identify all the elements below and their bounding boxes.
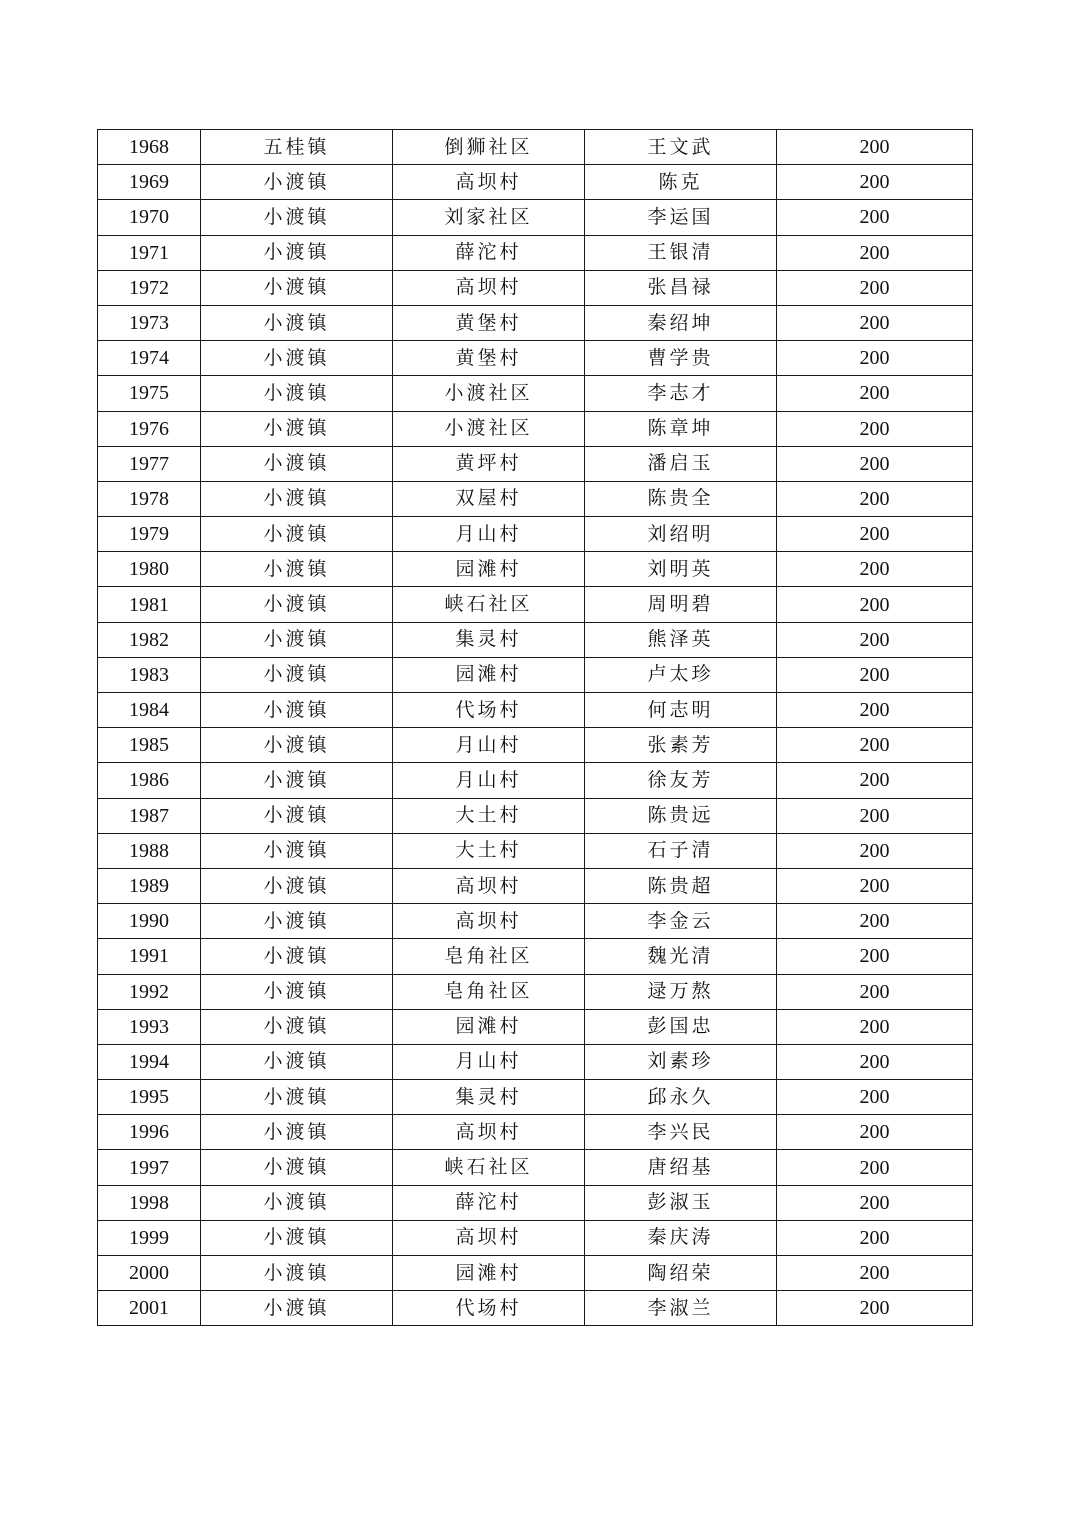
cell-serial-number: 1980: [98, 552, 201, 587]
cell-person-name: 魏光清: [585, 939, 777, 974]
table-row: [98, 1220, 973, 1255]
cell-town: 小渡镇: [201, 552, 393, 587]
cell-town: 小渡镇: [201, 622, 393, 657]
table-row: [98, 622, 973, 657]
cell-town: 小渡镇: [201, 1220, 393, 1255]
cell-village: 大土村: [393, 798, 585, 833]
cell-amount: 200: [777, 587, 973, 622]
cell-village: 园滩村: [393, 1256, 585, 1291]
cell-serial-number: 1997: [98, 1150, 201, 1185]
cell-amount: 200: [777, 517, 973, 552]
cell-amount: 200: [777, 974, 973, 1009]
table-row: [98, 1080, 973, 1115]
cell-serial-number: 1998: [98, 1185, 201, 1220]
cell-person-name: 陈贵全: [585, 481, 777, 516]
cell-serial-number: 1982: [98, 622, 201, 657]
cell-town: 小渡镇: [201, 904, 393, 939]
table-row: [98, 376, 973, 411]
cell-town: 小渡镇: [201, 1256, 393, 1291]
cell-person-name: 刘绍明: [585, 517, 777, 552]
cell-village: 峡石社区: [393, 587, 585, 622]
cell-serial-number: 1999: [98, 1220, 201, 1255]
cell-serial-number: 1992: [98, 974, 201, 1009]
cell-town: 小渡镇: [201, 270, 393, 305]
cell-village: 高坝村: [393, 868, 585, 903]
cell-village: 园滩村: [393, 657, 585, 692]
cell-village: 月山村: [393, 1044, 585, 1079]
cell-serial-number: 1994: [98, 1044, 201, 1079]
table-row: [98, 763, 973, 798]
cell-serial-number: 1990: [98, 904, 201, 939]
cell-amount: 200: [777, 1220, 973, 1255]
cell-village: 薛沱村: [393, 1185, 585, 1220]
cell-amount: 200: [777, 657, 973, 692]
cell-serial-number: 2001: [98, 1291, 201, 1326]
cell-village: 高坝村: [393, 1220, 585, 1255]
cell-village: 刘家社区: [393, 200, 585, 235]
cell-town: 小渡镇: [201, 305, 393, 340]
cell-person-name: 李淑兰: [585, 1291, 777, 1326]
table-row: [98, 517, 973, 552]
cell-serial-number: 1971: [98, 235, 201, 270]
table-row: [98, 1115, 973, 1150]
cell-village: 小渡社区: [393, 411, 585, 446]
cell-amount: 200: [777, 833, 973, 868]
cell-serial-number: 2000: [98, 1256, 201, 1291]
cell-serial-number: 1989: [98, 868, 201, 903]
cell-person-name: 周明碧: [585, 587, 777, 622]
cell-amount: 200: [777, 200, 973, 235]
cell-person-name: 张素芳: [585, 728, 777, 763]
cell-village: 代场村: [393, 1291, 585, 1326]
cell-person-name: 王银清: [585, 235, 777, 270]
cell-amount: 200: [777, 235, 973, 270]
cell-serial-number: 1984: [98, 693, 201, 728]
cell-village: 黄堡村: [393, 341, 585, 376]
cell-person-name: 邱永久: [585, 1080, 777, 1115]
cell-village: 月山村: [393, 728, 585, 763]
cell-amount: 200: [777, 1185, 973, 1220]
table-row: [98, 130, 973, 165]
table-row: [98, 657, 973, 692]
cell-person-name: 陈克: [585, 165, 777, 200]
roster-table: [97, 129, 973, 1326]
cell-town: 小渡镇: [201, 798, 393, 833]
cell-amount: 200: [777, 1115, 973, 1150]
cell-village: 薛沱村: [393, 235, 585, 270]
cell-amount: 200: [777, 904, 973, 939]
table-row: [98, 833, 973, 868]
cell-person-name: 唐绍基: [585, 1150, 777, 1185]
table-row: [98, 939, 973, 974]
cell-village: 月山村: [393, 763, 585, 798]
cell-village: 皂角社区: [393, 974, 585, 1009]
cell-village: 高坝村: [393, 1115, 585, 1150]
cell-village: 倒狮社区: [393, 130, 585, 165]
cell-person-name: 刘素珍: [585, 1044, 777, 1079]
cell-serial-number: 1988: [98, 833, 201, 868]
cell-town: 小渡镇: [201, 868, 393, 903]
cell-amount: 200: [777, 622, 973, 657]
cell-serial-number: 1981: [98, 587, 201, 622]
cell-town: 小渡镇: [201, 1044, 393, 1079]
cell-village: 高坝村: [393, 165, 585, 200]
cell-village: 双屋村: [393, 481, 585, 516]
cell-village: 黄堡村: [393, 305, 585, 340]
cell-town: 小渡镇: [201, 411, 393, 446]
cell-person-name: 逯万熬: [585, 974, 777, 1009]
cell-amount: 200: [777, 376, 973, 411]
roster-table-body: [98, 130, 973, 1326]
cell-amount: 200: [777, 270, 973, 305]
cell-person-name: 李运国: [585, 200, 777, 235]
cell-person-name: 陈贵超: [585, 868, 777, 903]
table-row: [98, 1256, 973, 1291]
table-row: [98, 693, 973, 728]
table-row: [98, 1009, 973, 1044]
cell-amount: 200: [777, 446, 973, 481]
table-row: [98, 481, 973, 516]
cell-amount: 200: [777, 1080, 973, 1115]
cell-town: 小渡镇: [201, 1150, 393, 1185]
cell-serial-number: 1986: [98, 763, 201, 798]
cell-town: 小渡镇: [201, 1009, 393, 1044]
cell-village: 大土村: [393, 833, 585, 868]
cell-amount: 200: [777, 798, 973, 833]
cell-person-name: 李志才: [585, 376, 777, 411]
cell-person-name: 李金云: [585, 904, 777, 939]
cell-amount: 200: [777, 1150, 973, 1185]
cell-town: 五桂镇: [201, 130, 393, 165]
cell-person-name: 熊泽英: [585, 622, 777, 657]
cell-town: 小渡镇: [201, 341, 393, 376]
cell-town: 小渡镇: [201, 165, 393, 200]
cell-amount: 200: [777, 1256, 973, 1291]
cell-amount: 200: [777, 1044, 973, 1079]
cell-person-name: 卢太珍: [585, 657, 777, 692]
table-row: [98, 868, 973, 903]
cell-town: 小渡镇: [201, 1080, 393, 1115]
cell-serial-number: 1987: [98, 798, 201, 833]
cell-person-name: 曹学贵: [585, 341, 777, 376]
cell-amount: 200: [777, 763, 973, 798]
cell-amount: 200: [777, 165, 973, 200]
cell-amount: 200: [777, 939, 973, 974]
cell-amount: 200: [777, 411, 973, 446]
cell-town: 小渡镇: [201, 833, 393, 868]
cell-serial-number: 1976: [98, 411, 201, 446]
cell-town: 小渡镇: [201, 1291, 393, 1326]
cell-amount: 200: [777, 1009, 973, 1044]
cell-town: 小渡镇: [201, 517, 393, 552]
table-row: [98, 165, 973, 200]
cell-amount: 200: [777, 481, 973, 516]
cell-serial-number: 1974: [98, 341, 201, 376]
table-row: [98, 728, 973, 763]
cell-village: 集灵村: [393, 1080, 585, 1115]
table-row: [98, 1291, 973, 1326]
table-row: [98, 270, 973, 305]
cell-town: 小渡镇: [201, 200, 393, 235]
table-row: [98, 1150, 973, 1185]
cell-town: 小渡镇: [201, 1115, 393, 1150]
cell-serial-number: 1979: [98, 517, 201, 552]
table-row: [98, 974, 973, 1009]
cell-village: 皂角社区: [393, 939, 585, 974]
cell-serial-number: 1978: [98, 481, 201, 516]
cell-person-name: 何志明: [585, 693, 777, 728]
cell-person-name: 陈贵远: [585, 798, 777, 833]
cell-person-name: 张昌禄: [585, 270, 777, 305]
cell-amount: 200: [777, 305, 973, 340]
table-row: [98, 1044, 973, 1079]
cell-town: 小渡镇: [201, 728, 393, 763]
cell-amount: 200: [777, 1291, 973, 1326]
cell-town: 小渡镇: [201, 587, 393, 622]
cell-person-name: 徐友芳: [585, 763, 777, 798]
cell-town: 小渡镇: [201, 376, 393, 411]
table-row: [98, 200, 973, 235]
cell-person-name: 刘明英: [585, 552, 777, 587]
cell-village: 小渡社区: [393, 376, 585, 411]
table-row: [98, 904, 973, 939]
cell-person-name: 潘启玉: [585, 446, 777, 481]
cell-person-name: 秦庆涛: [585, 1220, 777, 1255]
cell-serial-number: 1996: [98, 1115, 201, 1150]
cell-village: 月山村: [393, 517, 585, 552]
cell-village: 园滩村: [393, 552, 585, 587]
cell-town: 小渡镇: [201, 974, 393, 1009]
cell-town: 小渡镇: [201, 763, 393, 798]
table-row: [98, 305, 973, 340]
cell-serial-number: 1968: [98, 130, 201, 165]
cell-village: 集灵村: [393, 622, 585, 657]
cell-serial-number: 1985: [98, 728, 201, 763]
table-row: [98, 798, 973, 833]
cell-village: 峡石社区: [393, 1150, 585, 1185]
cell-serial-number: 1991: [98, 939, 201, 974]
cell-serial-number: 1983: [98, 657, 201, 692]
cell-village: 高坝村: [393, 904, 585, 939]
cell-serial-number: 1975: [98, 376, 201, 411]
cell-town: 小渡镇: [201, 693, 393, 728]
table-row: [98, 446, 973, 481]
cell-serial-number: 1993: [98, 1009, 201, 1044]
cell-village: 黄坪村: [393, 446, 585, 481]
cell-town: 小渡镇: [201, 481, 393, 516]
cell-amount: 200: [777, 130, 973, 165]
cell-village: 高坝村: [393, 270, 585, 305]
cell-serial-number: 1973: [98, 305, 201, 340]
cell-town: 小渡镇: [201, 657, 393, 692]
cell-amount: 200: [777, 868, 973, 903]
table-row: [98, 552, 973, 587]
cell-person-name: 陈章坤: [585, 411, 777, 446]
cell-town: 小渡镇: [201, 235, 393, 270]
cell-serial-number: 1969: [98, 165, 201, 200]
cell-serial-number: 1977: [98, 446, 201, 481]
cell-amount: 200: [777, 552, 973, 587]
table-row: [98, 341, 973, 376]
cell-town: 小渡镇: [201, 446, 393, 481]
cell-amount: 200: [777, 693, 973, 728]
cell-village: 园滩村: [393, 1009, 585, 1044]
cell-serial-number: 1972: [98, 270, 201, 305]
cell-person-name: 石子清: [585, 833, 777, 868]
cell-person-name: 彭淑玉: [585, 1185, 777, 1220]
cell-person-name: 李兴民: [585, 1115, 777, 1150]
cell-person-name: 秦绍坤: [585, 305, 777, 340]
table-row: [98, 235, 973, 270]
table-row: [98, 411, 973, 446]
cell-person-name: 王文武: [585, 130, 777, 165]
cell-serial-number: 1970: [98, 200, 201, 235]
cell-person-name: 陶绍荣: [585, 1256, 777, 1291]
cell-village: 代场村: [393, 693, 585, 728]
cell-amount: 200: [777, 341, 973, 376]
cell-town: 小渡镇: [201, 1185, 393, 1220]
cell-town: 小渡镇: [201, 939, 393, 974]
cell-person-name: 彭国忠: [585, 1009, 777, 1044]
cell-amount: 200: [777, 728, 973, 763]
cell-serial-number: 1995: [98, 1080, 201, 1115]
table-row: [98, 587, 973, 622]
table-row: [98, 1185, 973, 1220]
